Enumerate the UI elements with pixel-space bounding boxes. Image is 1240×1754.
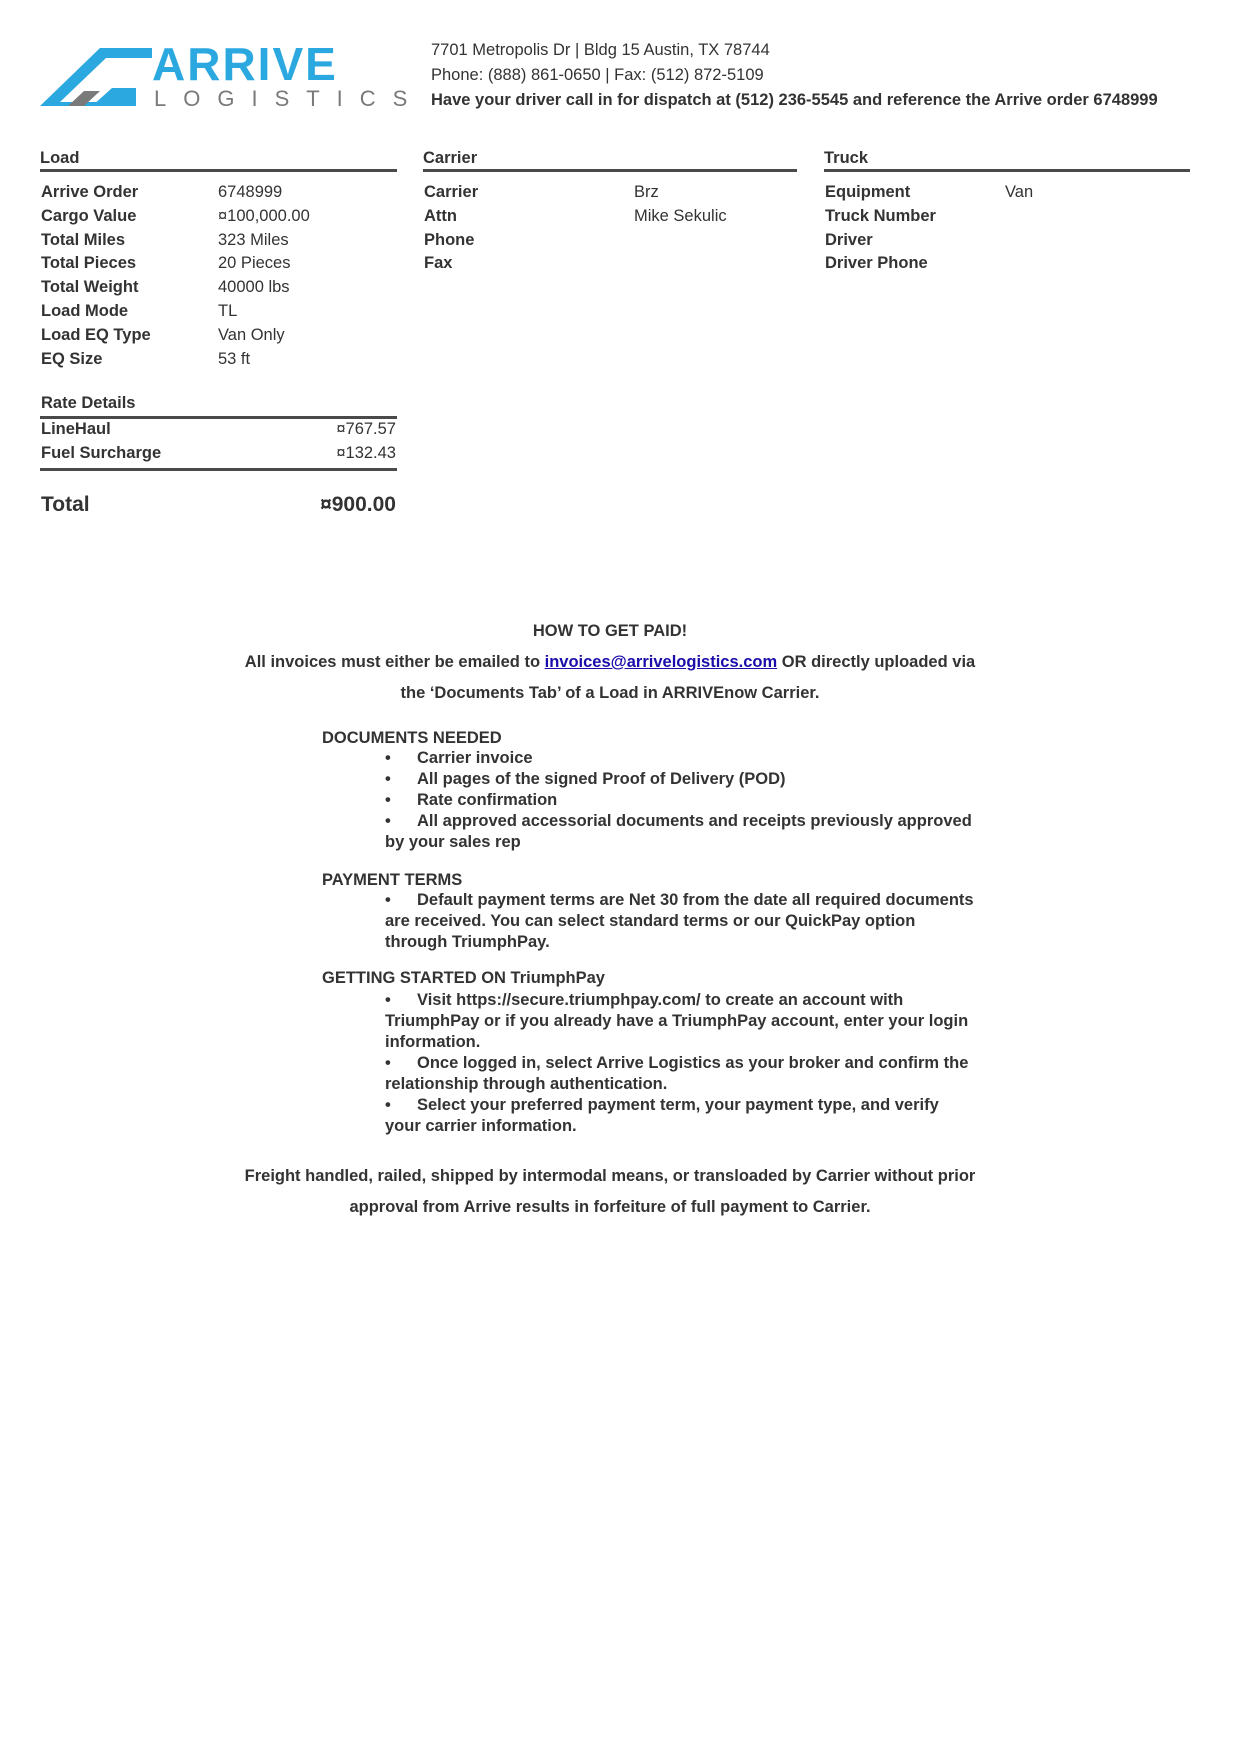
document-needed-text: Carrier invoice: [417, 749, 533, 767]
load-field-value: 323 Miles: [218, 230, 289, 249]
load-field-label: Total Weight: [41, 278, 139, 297]
load-field-label: Load Mode: [41, 302, 129, 320]
load-field-label: Load EQ Type: [41, 325, 151, 344]
load-field-value: 6748999: [218, 183, 283, 201]
document-needed-text: All pages of the signed Proof of Delivery (POD): [417, 770, 786, 788]
load-field-value: TL: [218, 302, 238, 320]
rate-divider-top: [40, 416, 397, 419]
rate-label: LineHaul: [41, 420, 111, 438]
total-value: ¤900.00: [320, 493, 396, 516]
documents-needed-list: [385, 748, 975, 853]
document-needed-item: [385, 748, 975, 769]
load-field-label: Total Miles: [41, 230, 126, 249]
payment-terms-title: PAYMENT TERMS: [322, 871, 463, 889]
getting-started-step-item: [385, 1053, 975, 1095]
invoice-instructions-line1: [0, 653, 1220, 672]
truck-field-label: Driver Phone: [825, 254, 928, 273]
truck-field-label: Truck Number: [825, 206, 936, 225]
load-divider: [40, 169, 397, 172]
payment-term-item: [385, 890, 975, 953]
company-address: 7701 Metropolis Dr | Bldg 15 Austin, TX 78744: [431, 41, 770, 59]
svg-text:LOGISTICS: LOGISTICS: [154, 86, 410, 111]
truck-divider: [824, 169, 1190, 172]
document-needed-item: [385, 811, 975, 853]
getting-started-step-text: Select your preferred payment term, your payment type, and verify your carrier information.: [385, 1096, 939, 1135]
carrier-divider: [423, 169, 797, 172]
getting-started-list: [385, 990, 975, 1137]
document-needed-item: [385, 790, 975, 811]
bullet-icon: •: [385, 791, 391, 809]
carrier-field-label: Carrier: [424, 183, 479, 201]
documents-needed-title: DOCUMENTS NEEDED: [322, 729, 502, 747]
invoice-email-link[interactable]: invoices@arrivelogistics.com: [544, 653, 778, 671]
dispatch-note: Have your driver call in for dispatch at (512) 236-5545 and reference the Arrive order 6748999: [431, 91, 1158, 109]
rate-rows: [41, 420, 396, 470]
rate-label: Fuel Surcharge: [41, 444, 162, 462]
carrier-field-label: Attn: [424, 206, 457, 225]
document-needed-text: All approved accessorial documents and receipts previously approved by your sales rep: [385, 812, 972, 851]
arrive-logo: [40, 44, 410, 112]
invoice-instructions-post: OR directly uploaded via: [777, 653, 976, 671]
truck-details: [825, 180, 1191, 290]
load-field-value: 40000 lbs: [218, 278, 290, 297]
rate-value: ¤132.43: [336, 444, 396, 462]
getting-started-title: GETTING STARTED ON TriumphPay: [322, 969, 605, 987]
truck-section-title: Truck: [824, 149, 869, 167]
document-needed-text: Rate confirmation: [417, 791, 558, 809]
load-field-value: ¤100,000.00: [218, 206, 310, 225]
invoice-instructions-line2: the ‘Documents Tab’ of a Load in ARRIVEnow Carrier.: [400, 684, 820, 702]
carrier-field-label: Phone: [424, 230, 475, 249]
carrier-field-value: Brz: [634, 183, 659, 201]
total-label: Total: [41, 493, 90, 516]
carrier-field-value: Mike Sekulic: [634, 206, 727, 225]
bullet-icon: •: [385, 770, 391, 788]
bullet-icon: •: [385, 812, 391, 830]
document-needed-item: [385, 769, 975, 790]
payment-heading: HOW TO GET PAID!: [532, 622, 688, 640]
truck-field-label: Driver: [825, 230, 873, 249]
getting-started-step-item: [385, 1095, 975, 1137]
getting-started-step-text: Once logged in, select Arrive Logistics as your broker and confirm the relationship through authentication.: [385, 1054, 969, 1093]
getting-started-step-text: Visit https://secure.triumphpay.com/ to create an account with TriumphPay or if you already have a TriumphPay account, enter your login information.: [385, 991, 969, 1051]
getting-started-step-item: [385, 990, 975, 1053]
load-details: [41, 180, 401, 380]
rate-row: [41, 444, 396, 468]
load-section-title: Load: [40, 149, 80, 167]
freight-policy-line1: Freight handled, railed, shipped by intermodal means, or transloaded by Carrier without prior: [244, 1167, 976, 1185]
load-field-value: 53 ft: [218, 349, 251, 368]
load-field-label: Cargo Value: [41, 206, 137, 225]
payment-term-text: Default payment terms are Net 30 from the date all required documents are received. You can select standard terms or our QuickPay option through TriumphPay.: [385, 891, 974, 951]
rate-row: [41, 420, 396, 444]
rate-divider-bottom: [40, 468, 397, 471]
load-field-label: Total Pieces: [41, 254, 137, 273]
bullet-icon: •: [385, 749, 391, 767]
bullet-icon: •: [385, 1054, 391, 1072]
rate-section-title: Rate Details: [41, 394, 136, 412]
truck-field-label: Equipment: [825, 183, 911, 201]
carrier-section-title: Carrier: [423, 149, 478, 167]
svg-text:ARRIVE: ARRIVE: [152, 44, 338, 90]
load-field-value: 20 Pieces: [218, 254, 291, 273]
company-phone-fax: Phone: (888) 861-0650 | Fax: (512) 872-5109: [431, 66, 764, 84]
carrier-field-label: Fax: [424, 254, 453, 273]
carrier-details: [424, 180, 798, 290]
load-field-value: Van Only: [218, 325, 285, 344]
payment-terms-list: [385, 890, 975, 953]
bullet-icon: •: [385, 991, 391, 1009]
bullet-icon: •: [385, 891, 391, 909]
load-field-label: EQ Size: [41, 349, 103, 368]
rate-value: ¤767.57: [336, 420, 396, 438]
bullet-icon: •: [385, 1096, 391, 1114]
truck-field-value: Van: [1005, 183, 1034, 201]
freight-policy-line2: approval from Arrive results in forfeiture of full payment to Carrier.: [349, 1198, 871, 1216]
load-field-label: Arrive Order: [41, 183, 139, 201]
invoice-instructions-pre: All invoices must either be emailed to: [244, 653, 545, 671]
